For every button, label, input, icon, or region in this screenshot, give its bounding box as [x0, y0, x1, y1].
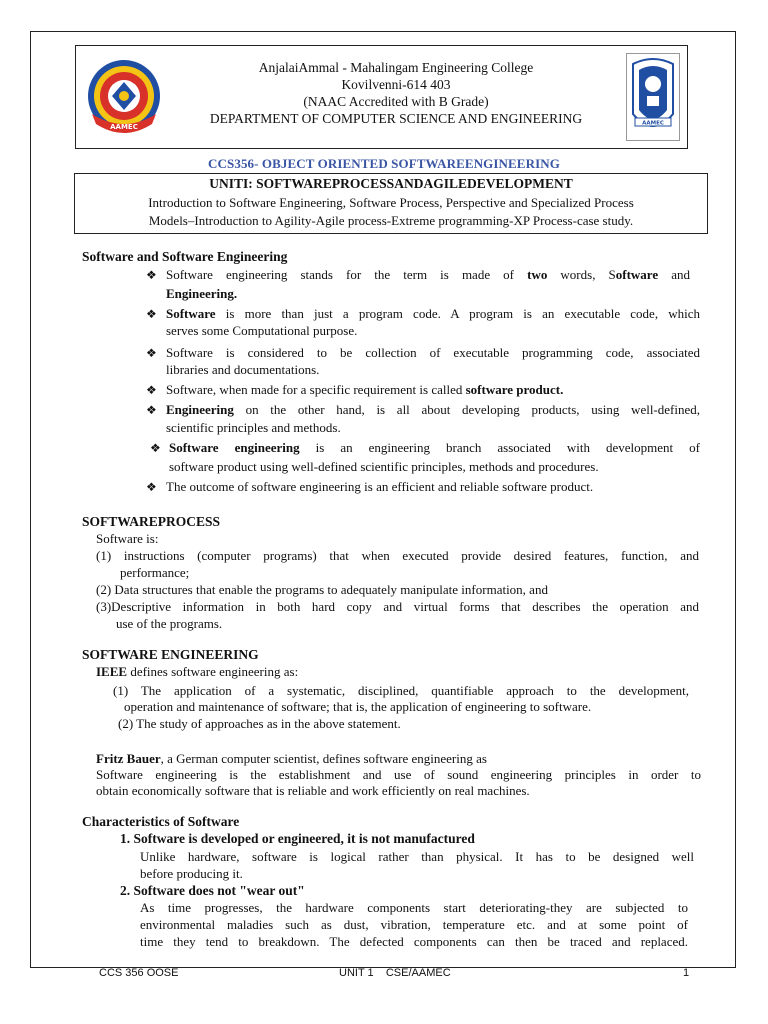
ieee-definition-item: operation and maintenance of software; that is, the application of engineering to software. — [124, 699, 592, 714]
bullet-icon: ❖ — [146, 268, 157, 282]
bullet-icon: ❖ — [146, 307, 157, 321]
course-title: CCS356- OBJECT ORIENTED SOFTWAREENGINEERING — [208, 156, 560, 171]
bullet-text: scientific principles and methods. — [166, 420, 341, 435]
characteristic-text: Unlike hardware, software is logical rather than physical. It has to be designed well — [140, 849, 694, 864]
bullet-text: Software engineering stands for the term is made of two words, Software and — [166, 267, 690, 282]
bullet-icon: ❖ — [146, 480, 157, 494]
process-item: (3)Descriptive information in both hard copy and virtual forms that describes the operation and — [96, 599, 699, 614]
unit-description — [75, 194, 707, 230]
bullet-text: serves some Computational purpose. — [166, 323, 358, 338]
characteristic-title: 2. Software does not "wear out" — [120, 883, 305, 898]
unit-title: UNITI: SOFTWAREPROCESSANDAGILEDEVELOPMENT — [209, 176, 573, 191]
characteristic-text: before producing it. — [140, 866, 243, 881]
bullet-icon: ❖ — [150, 441, 161, 455]
svg-text:AAMEC: AAMEC — [642, 120, 664, 127]
section-heading-software-process: SOFTWAREPROCESS — [82, 514, 221, 529]
accreditation: (NAAC Accredited with B Grade) — [303, 94, 489, 109]
section-heading-software: Software and Software Engineering — [82, 249, 288, 264]
fritz-bauer-intro: Fritz Bauer, a German computer scientist, defines software engineering as — [96, 751, 487, 766]
department-name: DEPARTMENT OF COMPUTER SCIENCE AND ENGINEERING — [209, 111, 583, 126]
characteristic-title: 1. Software is developed or engineered, it is not manufactured — [120, 831, 475, 846]
unit-desc-line1: Introduction to Software Engineering, Software Process, Perspective and Specialized Process — [148, 195, 634, 210]
characteristic-text: time they tend to breakdown. The defected components can then be traced and replaced. — [140, 934, 688, 949]
characteristic-text: environmental maladies such as dust, vibration, temperature etc. and at some point of — [140, 917, 688, 932]
bullet-icon: ❖ — [146, 346, 157, 360]
college-address: Kovilvenni-614 403 — [341, 77, 451, 92]
process-intro: Software is: — [96, 531, 159, 546]
college-emblem-logo — [82, 52, 166, 140]
footer-page-number: 1 — [683, 967, 690, 979]
process-item: (1) instructions (computer programs) that when executed provide desired features, function, and — [96, 548, 699, 563]
section-heading-software-engineering: SOFTWARE ENGINEERING — [82, 647, 259, 662]
bullet-text: Software engineering is an engineering branch associated with development of — [169, 440, 700, 455]
bullet-text: Engineering on the other hand, is all about developing products, using well-defined, — [166, 402, 700, 417]
ieee-definition-item: (2) The study of approaches as in the above statement. — [118, 716, 401, 731]
aamec-crest-logo — [626, 53, 680, 141]
bullet-icon: ❖ — [146, 403, 157, 417]
fritz-bauer-definition: Software engineering is the establishment and use of sound engineering principles in order to — [96, 767, 701, 782]
footer-course-code: CCS 356 OOSE — [99, 967, 179, 979]
svg-text:AAMEC: AAMEC — [110, 123, 138, 131]
footer-unit: UNIT 1 CSE/AAMEC — [339, 967, 451, 979]
bullet-text: Software is considered to be collection of executable programming code, associated — [166, 345, 700, 360]
bullet-text: Software is more than just a program code. A program is an executable code, which — [166, 306, 700, 321]
bullet-text: software product using well-defined scientific principles, methods and procedures. — [169, 459, 599, 474]
bullet-text: Engineering. — [166, 286, 238, 301]
section-heading-characteristics: Characteristics of Software — [82, 814, 240, 829]
bullet-text: Software, when made for a specific requirement is called software product. — [166, 382, 564, 397]
process-item: (2) Data structures that enable the programs to adequately manipulate information, and — [96, 582, 548, 597]
bullet-text: libraries and documentations. — [166, 362, 320, 377]
bullet-text: The outcome of software engineering is an efficient and reliable software product. — [166, 479, 594, 494]
bullet-icon: ❖ — [146, 383, 157, 397]
ieee-definition-item: (1) The application of a systematic, disciplined, quantifiable approach to the development, — [113, 683, 689, 698]
ieee-definition-intro: IEEE defines software engineering as: — [96, 664, 299, 679]
college-name: AnjalaiAmmal - Mahalingam Engineering College — [258, 60, 534, 75]
process-item: use of the programs. — [116, 616, 223, 631]
unit-box — [74, 173, 708, 234]
process-item: performance; — [120, 565, 190, 580]
fritz-bauer-definition: obtain economically software that is reliable and work efficiently on real machines. — [96, 783, 530, 798]
characteristic-text: As time progresses, the hardware components start deteriorating-they are subjected to — [140, 900, 688, 915]
unit-desc-line2: Models–Introduction to Agility-Agile process-Extreme programming-XP Process-case study. — [148, 213, 634, 228]
